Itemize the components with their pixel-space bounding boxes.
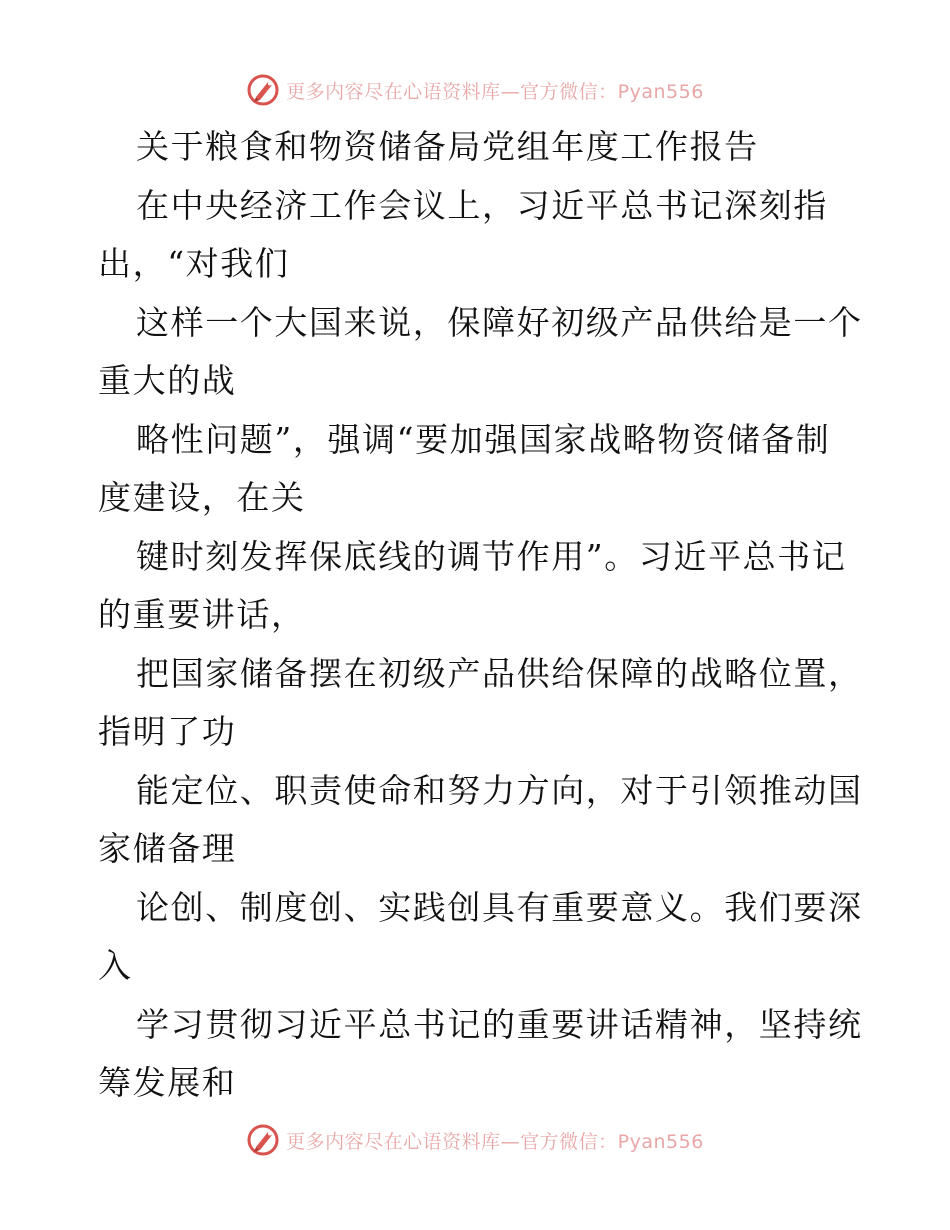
text-line: 略性问题”，强调“要加强国家战略物资储备制 (136, 419, 831, 459)
watermark-text: 更多内容尽在心语资料库—官方微信：Pyan556 (286, 80, 704, 103)
header-watermark (0, 70, 950, 110)
pen-logo-icon (246, 73, 280, 107)
text-line: 这样一个大国来说，保障好初级产品供给是一个 (136, 302, 863, 342)
text-line: 把国家储备摆在初级产品供给保障的战略位置， (136, 653, 863, 693)
text-line: 重大的战 (98, 361, 237, 400)
text-line: 键时刻发挥保底线的调节作用”。习近平总书记 (136, 536, 847, 576)
text-line: 家储备理 (98, 829, 237, 868)
document-title: 关于粮食和物资储备局党组年度工作报告 (136, 127, 759, 166)
watermark-text: 更多内容尽在心语资料库—官方微信：Pyan556 (286, 1130, 704, 1153)
text-line: 能定位、职责使命和努力方向，对于引领推动国 (136, 770, 863, 810)
text-line: 筹发展和 (98, 1063, 237, 1102)
footer-watermark (0, 1120, 950, 1160)
text-line: 入 (98, 946, 133, 985)
text-line: 的重要讲话， (98, 595, 306, 634)
document-body (98, 118, 863, 1113)
text-line: 度建设，在关 (98, 478, 306, 517)
text-line: 学习贯彻习近平总书记的重要讲话精神，坚持统 (136, 1004, 863, 1044)
pen-logo-icon (246, 1123, 280, 1157)
text-line: 指明了功 (98, 712, 237, 751)
text-line: 出，“对我们 (98, 244, 290, 283)
text-line: 在中央经济工作会议上，习近平总书记深刻指 (136, 185, 828, 225)
text-line: 论创、制度创、实践创具有重要意义。我们要深 (136, 887, 863, 927)
